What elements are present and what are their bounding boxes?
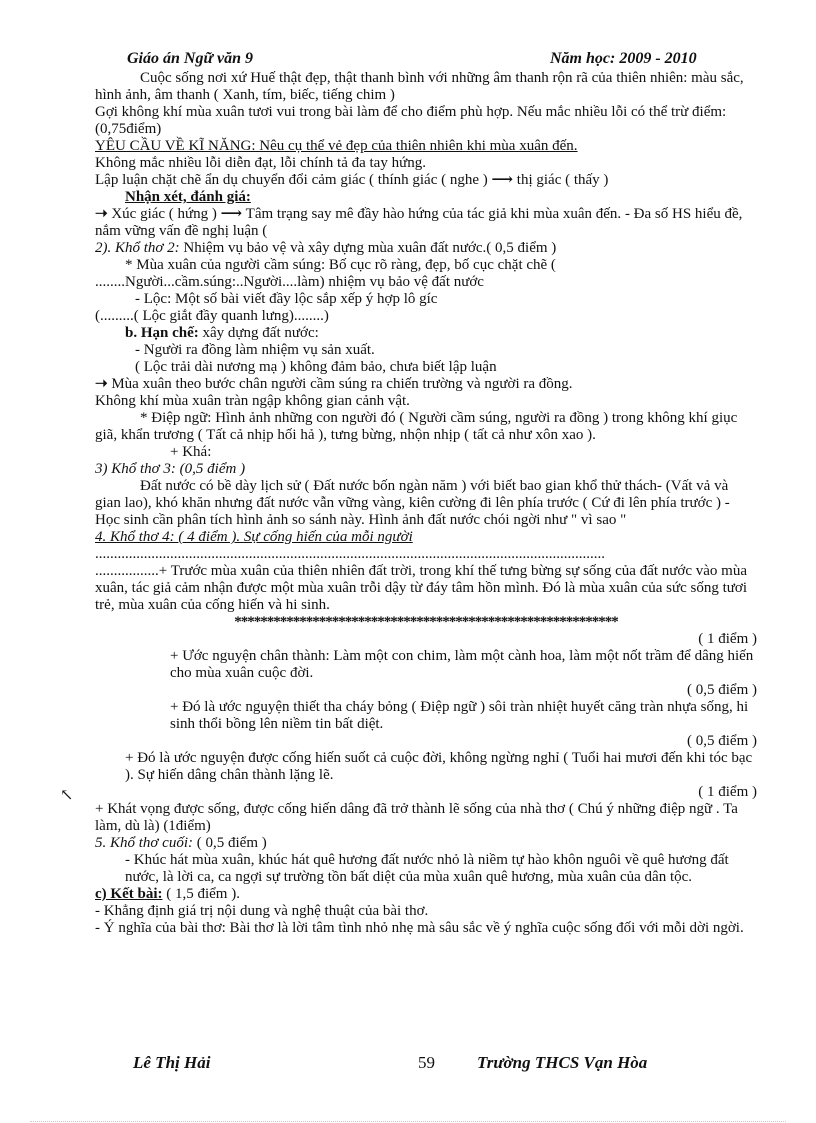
paragraph: 4. Khổ thơ 4: ( 4 điểm ). Sự cống hiến của mỗi người xyxy=(95,529,413,545)
paragraph xyxy=(95,835,757,852)
paragraph: + Khát vọng được sống, được cống hiến dâng đã trở thành lẽ sống của nhà thơ ( Chú ý những điệp ngữ . Ta làm, dù là) (1điểm) xyxy=(95,801,738,834)
paragraph: * Mùa xuân của người cầm súng: Bố cục rõ ràng, đẹp, bố cục chặt chẽ ( xyxy=(125,257,556,273)
paragraph: Không khí mùa xuân tràn ngập không gian cảnh vật. xyxy=(95,393,410,409)
stanza-label: 5. Khổ thơ cuối: xyxy=(95,835,193,851)
text-segment: Lập luận chặt chẽ ẩn dụ chuyển đổi cảm giác ( thính giác ( nghe ) xyxy=(95,172,488,188)
stanza-label: 2). Khổ thơ 2: xyxy=(95,240,180,256)
paragraph xyxy=(95,240,757,257)
paragraph: + Khá: xyxy=(170,444,212,460)
paragraph: (.........( Lộc giắt đầy quanh lưng)........) xyxy=(95,308,329,324)
header-subject: Giáo án Ngữ văn 9 xyxy=(127,50,254,67)
text-segment: ( 0,5 điểm ) xyxy=(196,835,267,851)
document-body xyxy=(95,70,757,937)
text-segment: - Đa số HS hiểu đề, nắm vững vấn đề nghị luận ( xyxy=(95,206,743,239)
paragraph: Không mắc nhiều lỗi diễn đạt, lỗi chính tả đa tay hứng. xyxy=(95,155,426,171)
paragraph: - Khẳng định giá trị nội dung và nghệ thuật của bài thơ. xyxy=(95,903,429,919)
footer-author: Lê Thị Hải xyxy=(133,1053,211,1072)
text-segment: Nhiệm vụ bảo vệ và xây dựng mùa xuân đất nước.( 0,5 điểm ) xyxy=(183,240,557,256)
arrow-right-icon: ➝ xyxy=(95,376,108,392)
paragraph xyxy=(95,376,757,393)
page-edge xyxy=(30,1121,786,1122)
paragraph: Cuộc sống nơi xứ Huế thật đẹp, thật thanh bình với những âm thanh rộn rã của thiên nhiên: màu sắc, hình ảnh, âm thanh ( Xanh, tím, biếc, tiếng chim ) xyxy=(95,70,744,103)
text-segment: Mùa xuân theo bước chân người cầm súng ra chiến trường và người ra đồng. xyxy=(111,376,573,392)
section-heading: Nhận xét, đánh giá: xyxy=(125,189,251,205)
header-school-year: Năm học: 2009 - 2010 xyxy=(550,50,697,67)
paragraph: ........Người...cầm.súng:..Người....làm) nhiệm vụ bảo vệ đất nước xyxy=(95,274,484,290)
text-segment: b. Hạn chế: xyxy=(125,325,199,341)
score-note: ( 1 điểm ) xyxy=(698,631,757,647)
score-note: ( 0,5 điểm ) xyxy=(687,682,757,698)
paragraph: * Điệp ngữ: Hình ảnh những con người đó ( Người cầm súng, người ra đồng ) trong không khí giục giã, khẩn trương ( Tất cả nhịp hối hả ), tưng bừng, nhộn nhịp ( tất cả như xôn xao ). xyxy=(95,410,738,443)
paragraph: - Ý nghĩa của bài thơ: Bài thơ là lời tâm tình nhỏ nhẹ mà sâu sắc về ý nghĩa cuộc sống đối với mỗi dời ngời. xyxy=(95,920,744,936)
paragraph xyxy=(95,325,757,342)
paragraph xyxy=(95,206,757,240)
paragraph xyxy=(95,172,757,189)
divider-stars: *********************************************************** xyxy=(234,614,618,630)
paragraph: - Khúc hát mùa xuân, khúc hát quê hương đất nước nhỏ là niềm tự hào khôn nguôi về quê hương đất nước, là lời ca, ca ngợi sự trường tồn bất diệt của mùa xuân quê hương, mùa xuân của dân tộc. xyxy=(125,852,729,885)
text-segment: thị giác ( thấy ) xyxy=(516,172,609,188)
paragraph: + Ước nguyện chân thành: Làm một con chim, làm một cành hoa, làm một nốt trầm để dâng hiến cho mùa xuân cuộc đời. xyxy=(170,648,754,681)
paragraph: Đất nước có bề dày lịch sử ( Đất nước bốn ngàn năm ) với biết bao gian khổ thử thách- (Vất vả và gian lao), khó khăn nhưng đất nước vẫn vững vàng, kiên cường đi lên phía trước ( Cứ đi lên phía trước ) - Học sinh cần phân tích hình ảnh so sánh này. Hình ảnh đất nước chói ngời như " vì sao " xyxy=(95,478,730,528)
text-segment: Xúc giác ( hứng ) xyxy=(111,206,217,222)
arrow-right-icon: ➝ xyxy=(95,206,108,222)
paragraph: 3) Khổ thơ 3: (0,5 điểm ) xyxy=(95,461,246,477)
arrow-right-icon: ⟶ xyxy=(491,172,514,188)
arrow-right-icon: ⟶ xyxy=(220,206,243,222)
score-note: ( 1 điểm ) xyxy=(698,784,757,800)
paragraph: + Đó là ước nguyện thiết tha cháy bỏng ( Điệp ngữ ) sôi tràn nhiệt huyết căng tràn nhựa sống, hi sinh thổi bồng lên niềm tin bất diệt. xyxy=(170,699,749,732)
text-segment: ( 1,5 điểm ). xyxy=(166,886,240,902)
text-segment: xây dựng đất nước: xyxy=(202,325,319,341)
paragraph: ( Lộc trải dài nương mạ ) không đảm bảo, chưa biết lập luận xyxy=(135,359,497,375)
paragraph xyxy=(95,886,757,903)
paragraph: - Lộc: Một số bài viết đầy lộc sắp xếp ý hợp lô gíc xyxy=(135,291,438,307)
page-number: 59 xyxy=(418,1053,435,1072)
section-heading: c) Kết bài: xyxy=(95,886,163,902)
mouse-cursor-icon: ↖ xyxy=(60,787,74,804)
text-segment: Tâm trạng say mê đầy hào hứng của tác giả khi mùa xuân đến. xyxy=(245,206,622,222)
paragraph: Gợi không khí mùa xuân tươi vui trong bài làm để cho điểm phù hợp. Nếu mắc nhiều lỗi có thể trừ điểm: (0,75điểm) xyxy=(95,104,727,137)
footer-school: Trường THCS Vạn Hòa xyxy=(477,1053,648,1072)
paragraph: ........................................................................................................................................ xyxy=(95,546,605,562)
paragraph: .................+ Trước mùa xuân của thiên nhiên đất trời, trong khí thế tưng bừng sự sống của đất nước vào mùa xuân, tác giả cảm nhận được một mùa xuân trỗi dậy từ đáy tâm hồn mình. Đó là mùa xuân của sức sống tươi trẻ, mùa xuân của cống hiến và hi sinh. xyxy=(95,563,747,613)
score-note: ( 0,5 điểm ) xyxy=(687,733,757,749)
paragraph: - Người ra đồng làm nhiệm vụ sản xuất. xyxy=(135,342,375,358)
paragraph: + Đó là ước nguyện được cống hiến suốt cả cuộc đời, không ngừng nghỉ ( Tuổi hai mươi đến khi tóc bạc ). Sự hiến dâng chân thành lặng lẽ. xyxy=(125,750,753,783)
paragraph: YÊU CẦU VỀ KĨ NĂNG: Nêu cụ thể vẻ đẹp của thiên nhiên khi mùa xuân đến. xyxy=(95,138,578,154)
